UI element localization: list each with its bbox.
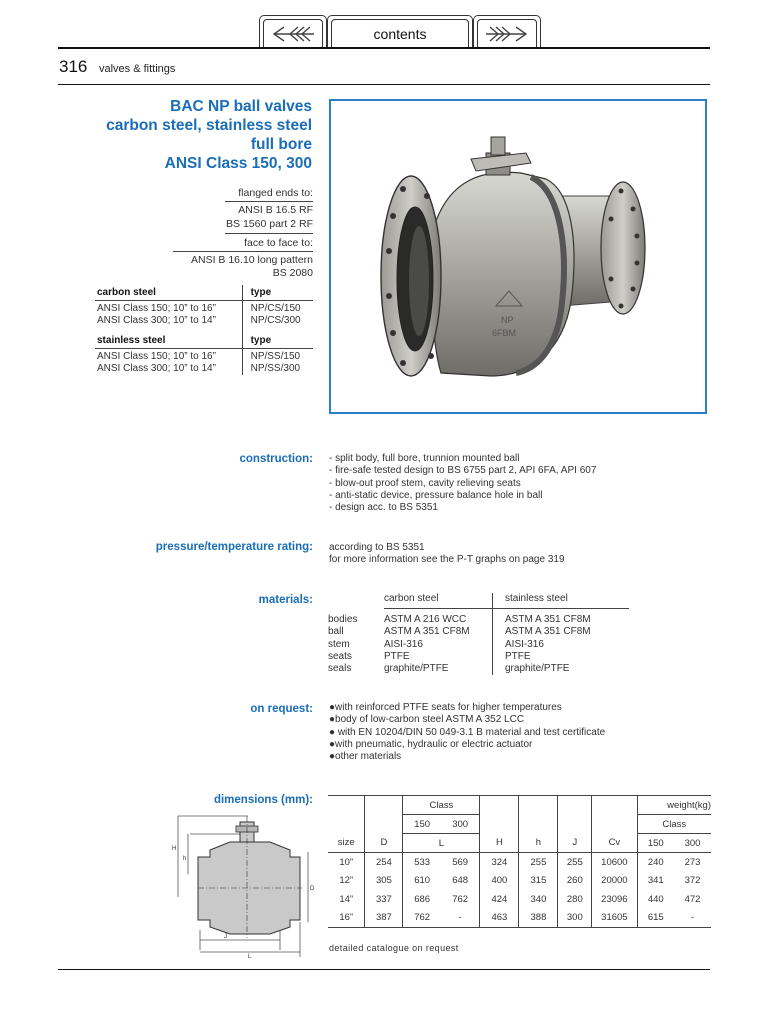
type-desc: ANSI Class 150; 10” to 16” [97, 351, 216, 362]
class-150: 150 [403, 815, 441, 834]
construction-label: construction: [239, 453, 313, 465]
product-photo [329, 99, 707, 414]
section-name: valves & fittings [99, 63, 176, 75]
cell: 260 [558, 872, 592, 891]
col-J: J [558, 834, 592, 853]
class-header: Class [403, 796, 480, 815]
cell: 14” [339, 893, 354, 905]
table-row [95, 301, 313, 316]
col-size: size [328, 834, 365, 853]
materials-table [328, 593, 629, 675]
list-item [329, 714, 605, 726]
list-item [329, 702, 605, 714]
spec-divider [173, 251, 313, 252]
face-value: BS 2080 [272, 267, 313, 279]
class-300: 300 [441, 815, 480, 834]
bullet-icon: ● [329, 714, 336, 726]
material-part: ball [328, 626, 344, 638]
title-line: carbon steel, stainless steel [106, 117, 312, 134]
cell: 569 [452, 856, 469, 868]
table-row [95, 349, 313, 364]
cell: 10600 [592, 853, 637, 872]
carbon-steel-column: carbon steel [384, 593, 493, 609]
table-row [328, 909, 711, 928]
carbon-steel-header: carbon steel [95, 285, 242, 301]
material-ss: AISI-316 [493, 639, 630, 651]
col-Cv: Cv [592, 834, 637, 853]
dimensions-label: dimensions (mm): [213, 794, 313, 806]
type-code: NP/SS/150 [242, 349, 313, 364]
table-row [95, 363, 313, 375]
cell: 340 [519, 890, 558, 909]
cell: 254 [365, 853, 403, 872]
table-row [328, 626, 629, 638]
dim-label-D: D [310, 886, 315, 892]
cell: 440 [637, 890, 674, 909]
dim-label-H: H [172, 846, 177, 852]
flanged-value: ANSI B 16.5 RF [238, 204, 313, 216]
col-weight-150: 150 [637, 834, 674, 853]
cell: 12” [339, 875, 354, 887]
material-part: seats [328, 650, 352, 662]
material-cs: PTFE [384, 650, 410, 662]
list-item: - blow-out proof stem, cavity relieving seats [329, 477, 521, 489]
table-row [328, 890, 711, 909]
flanged-label: flanged ends to: [238, 187, 313, 199]
table-row [328, 639, 629, 651]
cell: 388 [519, 909, 558, 928]
material-ss: ASTM A 351 CF8M [493, 609, 630, 627]
face-value: ANSI B 16.10 long pattern [191, 254, 313, 266]
material-cs: AISI-316 [384, 638, 423, 650]
ball-valve-illustration [331, 101, 705, 412]
cell: 615 [637, 909, 674, 928]
list-item [329, 751, 605, 763]
table-row [95, 315, 313, 327]
cell: 533 [403, 853, 441, 872]
cell: 240 [637, 853, 674, 872]
cell: 610 [403, 872, 441, 891]
cell: 337 [365, 890, 403, 909]
bullet-icon: ● [329, 726, 336, 738]
col-H: H [480, 834, 519, 853]
material-part: bodies [328, 613, 358, 625]
dim-label-h: h [183, 856, 187, 862]
stainless-steel-header: stainless steel [95, 333, 242, 349]
cell: 315 [519, 872, 558, 891]
dimensions-table [328, 795, 711, 928]
cell: - [441, 909, 480, 928]
rating-line: for more information see the P-T graphs on page 319 [329, 554, 565, 566]
cell: 463 [480, 909, 519, 928]
product-title [106, 97, 312, 173]
col-weight-300: 300 [674, 834, 711, 853]
page-number: 316 [59, 57, 88, 76]
contents-label: contents [373, 25, 427, 42]
list-item [329, 739, 605, 751]
materials-label: materials: [258, 594, 313, 606]
cell: 762 [452, 893, 469, 905]
cell: 300 [558, 909, 592, 928]
table-row [328, 872, 711, 891]
material-cs: ASTM A 351 CF8M [384, 626, 470, 638]
catalogue-note: detailed catalogue on request [329, 943, 459, 953]
type-table [95, 285, 313, 375]
cell: 16” [328, 909, 365, 928]
prev-page-tab[interactable] [259, 15, 327, 47]
on-request-label: on request: [250, 703, 313, 715]
cell: 255 [558, 853, 592, 872]
double-arrow-left-icon [270, 25, 316, 43]
material-cs: ASTM A 216 WCC [384, 614, 467, 626]
col-L: L [403, 834, 480, 853]
footer-rule [58, 969, 710, 970]
dim-label-J: J [224, 934, 227, 940]
cell: 324 [480, 853, 519, 872]
cell: 472 [684, 893, 701, 905]
cell: 305 [365, 872, 403, 891]
cell: 372 [684, 875, 701, 887]
cell: 400 [480, 872, 519, 891]
col-D: D [365, 834, 403, 853]
list-item-text: with reinforced PTFE seats for higher temperatures [335, 702, 562, 713]
flanged-value: BS 1560 part 2 RF [226, 218, 313, 230]
material-part: seals [328, 663, 352, 675]
material-ss: graphite/PTFE [493, 663, 630, 675]
cell: 341 [637, 872, 674, 891]
table-row [328, 663, 629, 675]
contents-tab[interactable] [327, 15, 473, 47]
bullet-icon: ● [329, 702, 336, 713]
dim-label-L: L [248, 954, 252, 960]
cell: 762 [403, 909, 441, 928]
col-h: h [519, 834, 558, 853]
cell: 31605 [592, 909, 637, 928]
cast-mark-grade: 6FBM [492, 328, 517, 338]
type-desc: ANSI Class 150; 10” to 16” [97, 303, 216, 314]
cell: 648 [452, 875, 469, 887]
list-item-text: with EN 10204/DIN 50 049-3.1 B material and test certificate [335, 726, 606, 738]
nav-rule [58, 47, 710, 49]
bullet-icon: ● [329, 738, 336, 750]
list-item: - split body, full bore, trunnion mounted ball [329, 453, 520, 464]
list-item-text: other materials [335, 751, 402, 763]
spec-divider [225, 201, 313, 202]
title-line: BAC NP ball valves [170, 98, 312, 115]
rating-label: pressure/temperature rating: [155, 541, 313, 553]
cell: 280 [558, 890, 592, 909]
material-ss: PTFE [493, 651, 630, 663]
type-header: type [242, 285, 313, 301]
table-row [328, 853, 711, 872]
material-part: stem [328, 638, 350, 650]
face-label: face to face to: [244, 237, 313, 249]
list-item-text: with pneumatic, hydraulic or electric actuator [335, 738, 533, 750]
rating-line: according to BS 5351 [329, 542, 425, 553]
cell: - [674, 909, 711, 928]
title-line: ANSI Class 150, 300 [164, 155, 312, 172]
on-request-list [329, 702, 605, 763]
type-desc: ANSI Class 300; 10” to 14” [97, 315, 216, 326]
type-code: NP/CS/300 [242, 315, 313, 327]
list-item: - design acc. to BS 5351 [329, 502, 438, 514]
title-line: full bore [250, 136, 312, 153]
type-desc: ANSI Class 300; 10” to 14” [97, 363, 216, 374]
cell: 273 [684, 856, 701, 868]
list-item-text: body of low-carbon steel ASTM A 352 LCC [335, 714, 525, 726]
type-header: type [242, 333, 313, 349]
cell: 387 [365, 909, 403, 928]
material-cs: graphite/PTFE [384, 663, 449, 675]
material-ss: ASTM A 351 CF8M [493, 626, 630, 638]
stainless-steel-column: stainless steel [493, 593, 630, 609]
double-arrow-right-icon [484, 25, 530, 43]
table-row [328, 651, 629, 663]
type-code: NP/SS/300 [242, 363, 313, 375]
type-code: NP/CS/150 [242, 301, 313, 316]
cell: 10” [339, 856, 354, 868]
weight-class-header: Class [637, 815, 711, 834]
construction-list [329, 453, 596, 514]
list-item [329, 727, 605, 739]
next-page-tab[interactable] [473, 15, 541, 47]
spec-divider [225, 233, 313, 234]
cell: 255 [519, 853, 558, 872]
cell: 20000 [592, 872, 637, 891]
cell: 23096 [592, 890, 637, 909]
cell: 424 [480, 890, 519, 909]
bullet-icon: ● [329, 751, 336, 763]
table-row [328, 609, 629, 627]
header-rule [58, 84, 710, 85]
rating-text [329, 542, 565, 567]
cast-mark-np: NP [501, 315, 514, 325]
valve-dimension-drawing [170, 812, 320, 960]
cell: 686 [403, 890, 441, 909]
list-item: - fire-safe tested design to BS 6755 part 2, API 6FA, API 607 [329, 465, 597, 477]
list-item: - anti-static device, pressure balance hole in ball [329, 489, 543, 501]
weight-header: weight(kg) [637, 796, 711, 815]
